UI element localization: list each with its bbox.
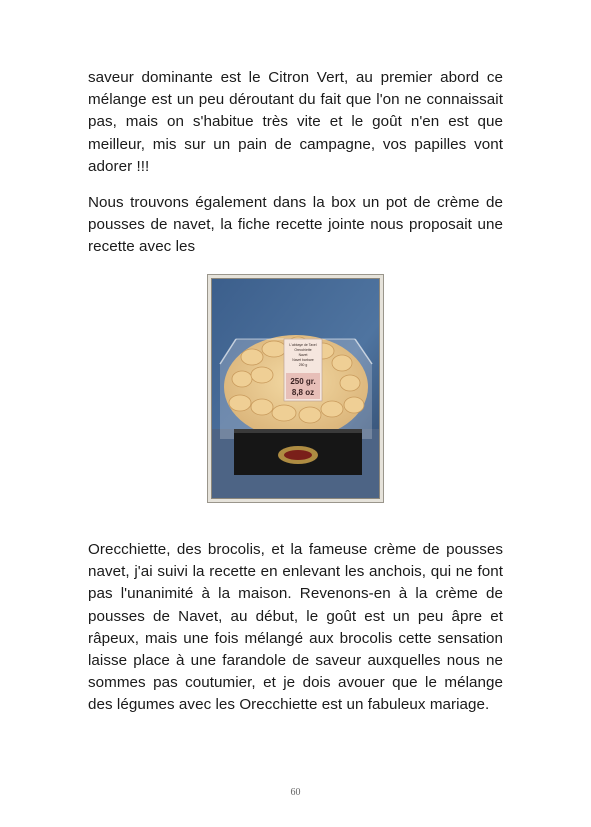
label-small-line-4: Navet barbare xyxy=(292,358,314,362)
label-small-line-5: 250 g xyxy=(298,363,308,367)
label-weight: 250 gr. xyxy=(290,377,316,386)
label-small-line-1: L'abbaye de Tavel xyxy=(289,343,317,347)
paragraph-2: Nous trouvons également dans la box un pot de crème de pousses de navet, la fiche recette jointe nous proposait une recette avec les xyxy=(88,194,503,256)
label-small-line-2: Orecchiette xyxy=(294,348,312,352)
pasta-box-photo xyxy=(207,274,384,503)
label-small-line-3: Navet xyxy=(298,353,308,357)
page-number: 60 xyxy=(290,787,301,798)
label-oz: 8,8 oz xyxy=(291,388,315,397)
paragraph-1: saveur dominante est le Citron Vert, au premier abord ce mélange est un peu déroutant du fait que l'on ne connaissait pas, mais on s'habitue très vite et le goût n'en est que meilleur, mis sur un pain de campagne, vos papilles vont adorer !!! xyxy=(88,69,503,175)
paragraph-3: Orecchiette, des brocolis, et la fameuse crème de pousses navet, j'ai suivi la recette en enlevant les anchois, qui ne font pas l'unanimité à la maison. Revenons-en à la crème de pousses de Navet, au début, le goût est un peu âpre et râpeux, mais une fois mélangé aux brocolis cette sensation laisse place à une farandole de saveur auxquelles nous ne sommes pas coutumier, et je dois avouer que le mélange des légumes avec les Orecchiette est un fabuleux mariage. xyxy=(88,541,503,714)
